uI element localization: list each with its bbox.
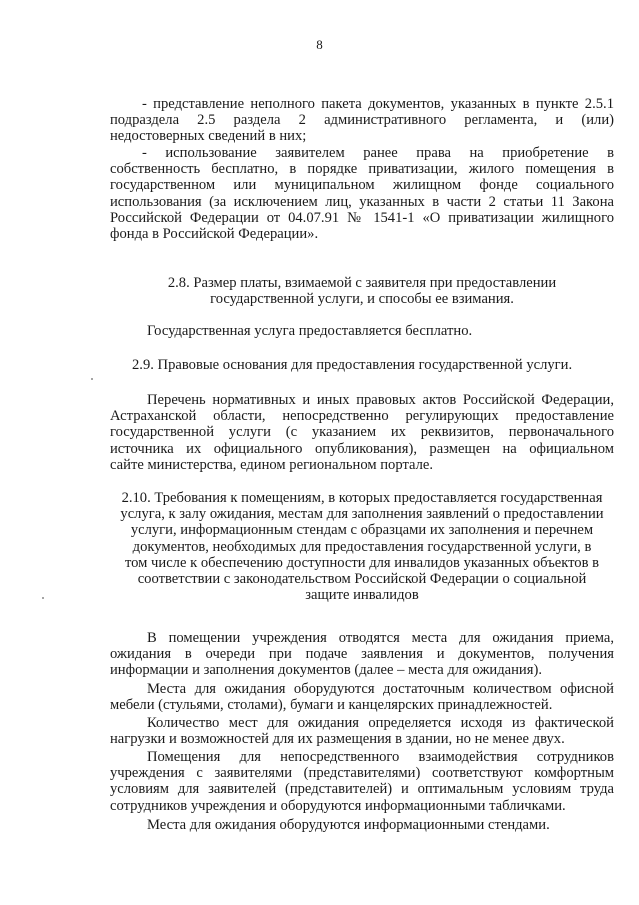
- heading-line: 2.8. Размер платы, взимаемой с заявителя при предоставлении: [167, 275, 557, 291]
- text-line: В помещении учреждения отводятся места для ожидания приема,: [147, 630, 614, 646]
- heading-line: государственной услуги, и способы ее взимания.: [210, 291, 514, 308]
- section-2-10-paragraph-furniture: [110, 681, 614, 713]
- text-line: Российской Федерации от 04.07.91 № 1541-1 «О приватизации жилищного: [110, 209, 614, 226]
- text-line: сотрудников учреждения и оборудуются информационными табличками.: [110, 797, 566, 814]
- text-line: использования (за исключением лиц, указанных в части 2 статьи 11 Закона: [110, 193, 614, 210]
- heading-line: том числе к обеспечению доступности для инвалидов указанных объектов в: [124, 554, 600, 571]
- section-2-10-paragraph-interaction-rooms: [110, 749, 614, 814]
- text-line: учреждения с заявителями (представителями) соответствуют комфортным: [110, 765, 614, 782]
- text-line: государственном или муниципальном жилищном фонде социального: [110, 177, 614, 194]
- scan-speck: [42, 597, 44, 599]
- heading-line: 2.9. Правовые основания для предоставления государственной услуги.: [132, 357, 573, 373]
- text-line: недостоверных сведений в них;: [110, 128, 307, 145]
- heading-line: защите инвалидов: [305, 587, 419, 604]
- text-line: государственной услуги (с указанием их реквизитов, первоначального: [110, 424, 614, 441]
- section-2-9-paragraph: [110, 392, 614, 473]
- heading-line: документов, необходимых для предоставления государственной услуги, в: [132, 538, 592, 555]
- section-2-8-heading: [110, 275, 614, 307]
- text-line: Места для ожидания оборудуются информационными стендами.: [147, 817, 550, 833]
- scan-speck: [91, 378, 93, 380]
- section-2-8-text: [110, 323, 614, 339]
- text-line: Помещения для непосредственного взаимодействия сотрудников: [147, 749, 614, 765]
- section-2-10-paragraph-info-stands: [110, 817, 614, 833]
- heading-line: 2.10. Требования к помещениям, в которых предоставляется государственная: [121, 490, 603, 506]
- section-2-10-paragraph-number-of-places: [110, 715, 614, 747]
- text-line: - представление неполного пакета документов, указанных в пункте 2.5.1: [142, 96, 614, 112]
- text-line: источника их официального опубликования), размещен на официальном: [110, 440, 614, 457]
- text-line: - использование заявителем ранее права на приобретение в: [142, 145, 614, 161]
- text-line: Места для ожидания оборудуются достаточным количеством офисной: [147, 681, 614, 697]
- heading-line: услуги, информационным стендам с образцами их заполнения и перечнем: [130, 522, 594, 539]
- section-2-9-heading: [110, 357, 614, 373]
- text-line: Перечень нормативных и иных правовых актов Российской Федерации,: [147, 392, 614, 408]
- text-line: Государственная услуга предоставляется бесплатно.: [147, 323, 473, 339]
- page-number: 8: [316, 37, 323, 52]
- text-line: Астраханской области, непосредственно регулирующих предоставление: [110, 408, 614, 425]
- section-2-10-paragraph-waiting-places: [110, 630, 614, 679]
- text-line: Количество мест для ожидания определяется исходя из фактической: [147, 715, 614, 731]
- section-2-10-heading: [110, 490, 614, 603]
- text-line: фонда в Российской Федерации».: [110, 225, 319, 242]
- heading-line: соответствии с законодательством Российской Федерации о социальной: [137, 571, 587, 588]
- text-line: нагрузки и возможностей для их размещения в здании, но не менее двух.: [110, 731, 565, 748]
- text-line: условиям для заявителей (представителей) и оптимальным условиям труда: [110, 781, 614, 798]
- text-line: мебели (стульями, столами), бумаги и канцелярских принадлежностей.: [110, 697, 553, 714]
- text-line: ожидания в очереди при подаче заявления и документов, получения: [110, 646, 614, 663]
- text-line: сайте министерства, едином региональном портале.: [110, 456, 434, 473]
- text-line: подраздела 2.5 раздела 2 административного регламента, и (или): [110, 112, 614, 129]
- bullet-incomplete-documents: [110, 96, 614, 145]
- bullet-previous-privatization: [110, 145, 614, 242]
- text-line: собственность бесплатно, в порядке приватизации, жилого помещения в: [110, 161, 614, 178]
- text-line: информации и заполнения документов (далее – места для ожидания).: [110, 662, 542, 679]
- heading-line: услуга, к залу ожидания, местам для заполнения заявлений о предоставлении: [120, 506, 604, 523]
